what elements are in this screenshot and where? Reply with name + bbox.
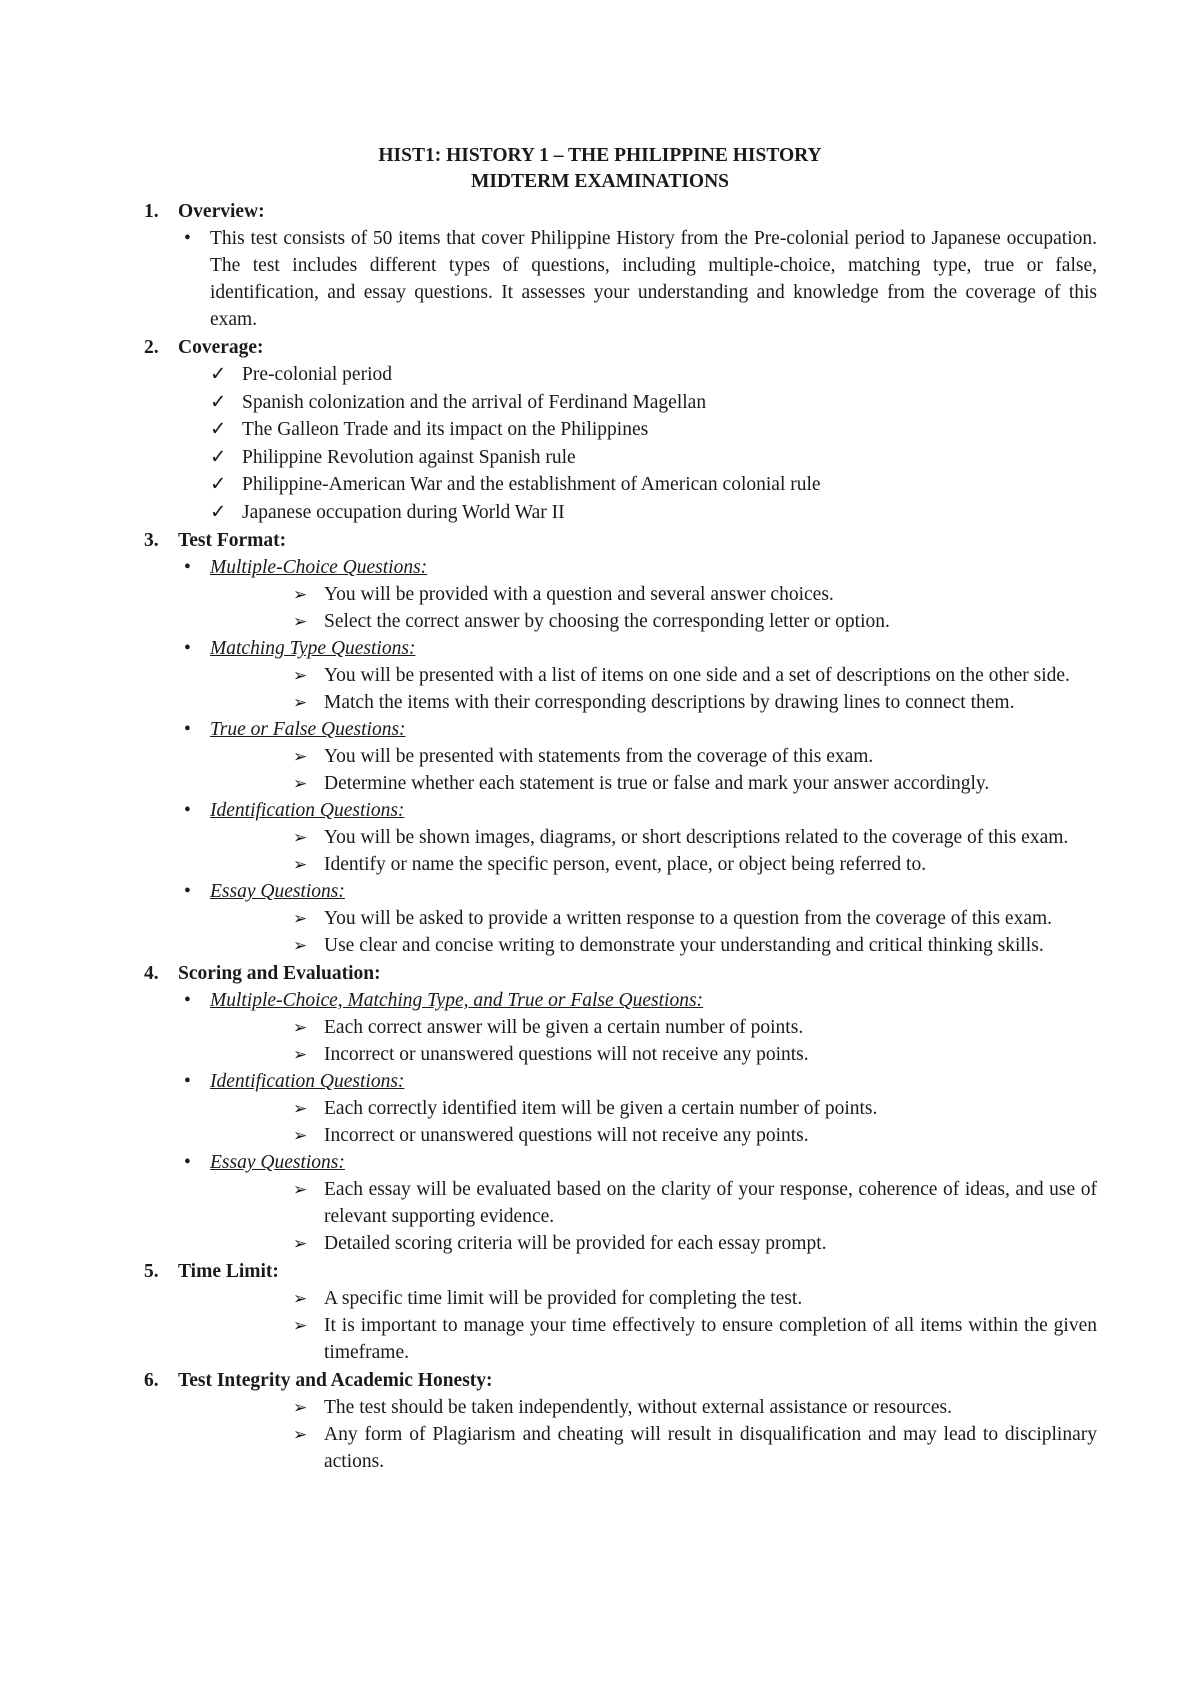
checkmark-icon: ✓ <box>210 446 227 468</box>
format-item-text: You will be presented with statements from the coverage of this exam. <box>324 746 874 767</box>
coverage-item-text: Japanese occupation during World War II <box>242 501 565 523</box>
arrow-bullet-icon: ➢ <box>293 1126 308 1145</box>
format-item <box>0 608 1200 635</box>
section-title: Overview: <box>178 201 265 222</box>
format-item-text: Match the items with their corresponding descriptions by drawing lines to connect them. <box>324 692 1015 713</box>
format-group-multiple-choice <box>0 554 1200 581</box>
arrow-bullet-icon: ➢ <box>293 774 308 793</box>
arrow-bullet-icon: ➢ <box>293 693 308 712</box>
group-title: Essay Questions: <box>210 1152 345 1173</box>
checkmark-icon: ✓ <box>210 391 227 413</box>
coverage-item-text: Philippine Revolution against Spanish rule <box>242 446 576 468</box>
section-title: Test Integrity and Academic Honesty: <box>178 1370 493 1391</box>
format-item-text: You will be asked to provide a written response to a question from the coverage of this exam. <box>324 908 1053 929</box>
arrow-bullet-icon: ➢ <box>293 855 308 874</box>
coverage-item <box>0 416 1200 444</box>
section-title: Time Limit: <box>178 1261 279 1282</box>
time-item <box>0 1285 1200 1312</box>
arrow-bullet-icon: ➢ <box>293 1180 308 1199</box>
arrow-bullet-icon: ➢ <box>293 1018 308 1037</box>
scoring-item-text: Incorrect or unanswered questions will not receive any points. <box>324 1044 809 1065</box>
group-title: Multiple-Choice Questions: <box>210 557 428 578</box>
arrow-bullet-icon: ➢ <box>293 1289 308 1308</box>
arrow-bullet-icon: ➢ <box>293 747 308 766</box>
arrow-bullet-icon: ➢ <box>293 1099 308 1118</box>
section-heading-integrity <box>0 1367 1200 1394</box>
section-title: Test Format: <box>178 530 287 551</box>
checkmark-icon: ✓ <box>210 474 227 495</box>
section-number: 2. <box>144 337 159 358</box>
format-item-text: Use clear and concise writing to demonstrate your understanding and critical thinking skills. <box>324 935 1044 956</box>
bullet-dot-icon: • <box>184 557 191 578</box>
time-item-text: A specific time limit will be provided for completing the test. <box>324 1288 803 1309</box>
section-title: Coverage: <box>178 337 264 358</box>
coverage-item-text: Pre-colonial period <box>242 364 392 385</box>
bullet-dot-icon: • <box>184 1071 191 1092</box>
group-title: Identification Questions: <box>210 1071 405 1092</box>
scoring-item <box>0 1041 1200 1068</box>
format-item-text: You will be provided with a question and several answer choices. <box>324 584 834 605</box>
coverage-item <box>0 499 1200 527</box>
coverage-item <box>0 361 1200 389</box>
format-item <box>0 770 1200 797</box>
arrow-bullet-icon: ➢ <box>293 585 308 604</box>
section-number: 3. <box>144 530 159 551</box>
section-heading-time-limit <box>0 1258 1200 1285</box>
group-title: Identification Questions: <box>210 800 405 821</box>
section-heading-scoring <box>0 960 1200 987</box>
time-item <box>0 1312 1200 1366</box>
section-title: Scoring and Evaluation: <box>178 963 381 984</box>
bullet-dot-icon: • <box>184 990 191 1011</box>
coverage-item-text: Spanish colonization and the arrival of Ferdinand Magellan <box>242 391 707 413</box>
bullet-dot-icon: • <box>184 800 191 821</box>
scoring-item <box>0 1230 1200 1257</box>
bullet-dot-icon: • <box>184 881 191 902</box>
coverage-item <box>0 444 1200 472</box>
arrow-bullet-icon: ➢ <box>293 828 308 847</box>
section-heading-coverage <box>0 334 1200 361</box>
integrity-item-text: Any form of Plagiarism and cheating will result in disqualification and may lead to disciplinary actions. <box>324 1424 1097 1472</box>
arrow-bullet-icon: ➢ <box>293 1234 308 1253</box>
format-item <box>0 743 1200 770</box>
scoring-item <box>0 1122 1200 1149</box>
group-title: Matching Type Questions: <box>210 638 416 659</box>
scoring-item-text: Each correctly identified item will be given a certain number of points. <box>324 1098 878 1119</box>
format-item-text: Select the correct answer by choosing the corresponding letter or option. <box>324 611 890 632</box>
checkmark-icon: ✓ <box>210 419 227 440</box>
scoring-item-text: Each essay will be evaluated based on the clarity of your response, coherence of ideas, and use of relevant supporting evidence. <box>324 1179 1097 1227</box>
scoring-item <box>0 1176 1200 1230</box>
overview-bullet <box>0 225 1200 333</box>
arrow-bullet-icon: ➢ <box>293 1425 308 1444</box>
checkmark-icon: ✓ <box>210 501 227 523</box>
format-item-text: You will be presented with a list of items on one side and a set of descriptions on the other side. <box>324 665 1070 686</box>
scoring-group-essay <box>0 1149 1200 1176</box>
title-line-1: HIST1: HISTORY 1 – THE PHILIPPINE HISTORY <box>378 145 822 166</box>
arrow-bullet-icon: ➢ <box>293 1316 308 1335</box>
scoring-group-identification <box>0 1068 1200 1095</box>
scoring-item-text: Incorrect or unanswered questions will not receive any points. <box>324 1125 809 1146</box>
format-item <box>0 932 1200 959</box>
coverage-item-text: Philippine-American War and the establishment of American colonial rule <box>242 474 821 495</box>
coverage-item <box>0 389 1200 417</box>
arrow-bullet-icon: ➢ <box>293 1398 308 1417</box>
overview-text: This test consists of 50 items that cover Philippine History from the Pre-colonial period to Japanese occupation. The test includes different types of questions, including multiple-choice, matching type, true or false, identification, and essay questions. It assesses your understanding and knowledge from the coverage of this exam. <box>210 228 1097 330</box>
format-group-identification <box>0 797 1200 824</box>
arrow-bullet-icon: ➢ <box>293 936 308 955</box>
arrow-bullet-icon: ➢ <box>293 612 308 631</box>
checkmark-icon: ✓ <box>210 364 227 385</box>
bullet-dot-icon: • <box>184 228 191 249</box>
format-item <box>0 662 1200 689</box>
section-number: 1. <box>144 201 159 222</box>
coverage-item-text: The Galleon Trade and its impact on the Philippines <box>242 419 649 440</box>
section-heading-format <box>0 527 1200 554</box>
bullet-dot-icon: • <box>184 1152 191 1173</box>
group-title: True or False Questions: <box>210 719 406 740</box>
format-item <box>0 851 1200 878</box>
arrow-bullet-icon: ➢ <box>293 909 308 928</box>
arrow-bullet-icon: ➢ <box>293 666 308 685</box>
format-group-essay <box>0 878 1200 905</box>
format-item <box>0 824 1200 851</box>
format-item-text: Determine whether each statement is true or false and mark your answer accordingly. <box>324 773 990 794</box>
bullet-dot-icon: • <box>184 719 191 740</box>
format-item <box>0 581 1200 608</box>
document-title <box>0 143 1200 195</box>
group-title: Essay Questions: <box>210 881 345 902</box>
scoring-group-objective <box>0 987 1200 1014</box>
integrity-item <box>0 1394 1200 1421</box>
section-number: 6. <box>144 1370 159 1391</box>
format-item <box>0 689 1200 716</box>
section-number: 5. <box>144 1261 159 1282</box>
scoring-item <box>0 1095 1200 1122</box>
document-body <box>0 197 1200 1475</box>
bullet-dot-icon: • <box>184 638 191 659</box>
section-heading-overview <box>0 198 1200 225</box>
time-item-text: It is important to manage your time effectively to ensure completion of all items within the given timeframe. <box>324 1315 1097 1363</box>
section-number: 4. <box>144 963 159 984</box>
format-item-text: You will be shown images, diagrams, or short descriptions related to the coverage of this exam. <box>324 827 1069 848</box>
format-item-text: Identify or name the specific person, event, place, or object being referred to. <box>324 854 927 875</box>
coverage-item <box>0 471 1200 499</box>
format-item <box>0 905 1200 932</box>
format-group-true-false <box>0 716 1200 743</box>
scoring-item <box>0 1014 1200 1041</box>
arrow-bullet-icon: ➢ <box>293 1045 308 1064</box>
integrity-item <box>0 1421 1200 1475</box>
group-title: Multiple-Choice, Matching Type, and True or False Questions: <box>210 990 704 1011</box>
format-group-matching <box>0 635 1200 662</box>
title-line-2: MIDTERM EXAMINATIONS <box>470 171 730 192</box>
scoring-item-text: Each correct answer will be given a certain number of points. <box>324 1017 804 1038</box>
integrity-item-text: The test should be taken independently, without external assistance or resources. <box>324 1397 952 1418</box>
scoring-item-text: Detailed scoring criteria will be provided for each essay prompt. <box>324 1233 827 1254</box>
